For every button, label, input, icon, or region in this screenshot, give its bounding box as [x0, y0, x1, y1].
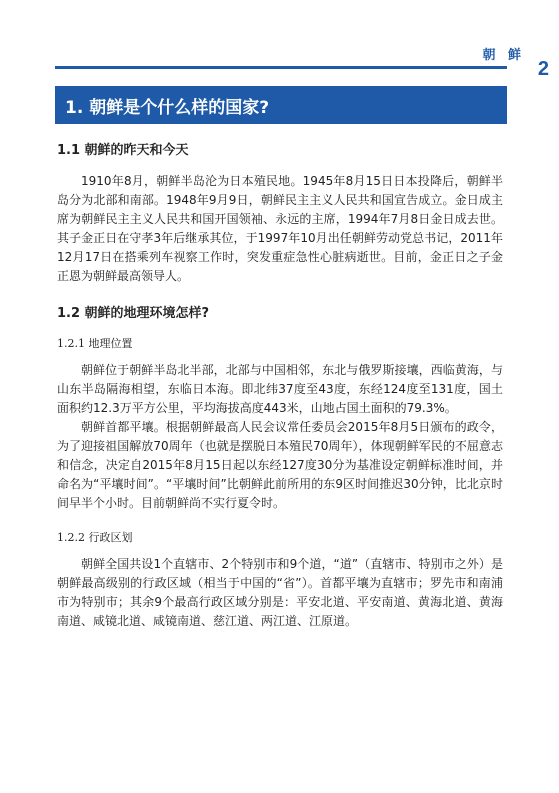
- section-1-1-heading: 1.1 朝鲜的昨天和今天: [57, 143, 189, 158]
- page-content: [57, 139, 503, 631]
- section-1-2-heading: 1.2 朝鲜的地理环境怎样?: [57, 306, 210, 321]
- chapter-title: 1. 朝鲜是个什么样的国家?: [65, 97, 270, 118]
- subsection-1-2-1-paragraph-capital: 朝鲜首都平壤。根据朝鲜最高人民会议常任委员会2015年8月5日颁布的政令，为了迎接祖国解放70周年（也就是摆脱日本殖民70周年），体现朝鲜军民的不屈意志和信念，决定自2015年8月15日起以东经127度30分为基准设定朝鲜标准时间，并命名为“平壤时间”。“平壤时间”比朝鲜此前所用的东9区时间推迟30分钟，比北京时间早半个小时。目前朝鲜尚不实行夏令时。: [57, 420, 503, 510]
- subsection-1-2-2-paragraph: 朝鲜全国共设1个直辖市、2个特别市和9个道，“道”（直辖市、特别市之外）是朝鲜最高级别的行政区域（相当于中国的“省”）。首都平壤为直辖市；罗先市和南浦市为特别市；其余9个最高行政区域分别是：平安北道、平安南道、黄海北道、黄海南道、咸镜北道、咸镜南道、慈江道、两江道、江原道。: [57, 557, 503, 628]
- subsection-1-2-1-heading: 1.2.1 地理位置: [57, 337, 133, 350]
- chapter-title-band: [55, 86, 507, 124]
- running-header-title: 朝 鲜: [482, 48, 525, 63]
- subsection-1-2-1-paragraph-geography: 朝鲜位于朝鲜半岛北半部，北部与中国相邻，东北与俄罗斯接壤，西临黄海，与山东半岛隔海相望，东临日本海。即北纬37度至43度，东经124度至131度，国土面积约12.3万平方公里，平均海拔高度443米，山地占国土面积的79.3%。: [57, 363, 503, 415]
- subsection-1-2-2-heading: 1.2.2 行政区划: [57, 531, 133, 544]
- section-1-1-paragraph: 1910年8月，朝鲜半岛沦为日本殖民地。1945年8月15日日本投降后，朝鲜半岛分为北部和南部。1948年9月9日，朝鲜民主主义人民共和国宣告成立。金日成主席为朝鲜民主主义人民共和国开国领袖、永远的主席，1994年7月8日金日成去世。其子金正日在守孝3年后继承其位，于1997年10月出任朝鲜劳动党总书记，2011年12月17日在搭乘列车视察工作时，突发重症急性心脏病逝世。目前，金正日之子金正恩为朝鲜最高领导人。: [57, 174, 503, 283]
- page-number: 2: [537, 58, 549, 80]
- header-rule: [55, 66, 507, 69]
